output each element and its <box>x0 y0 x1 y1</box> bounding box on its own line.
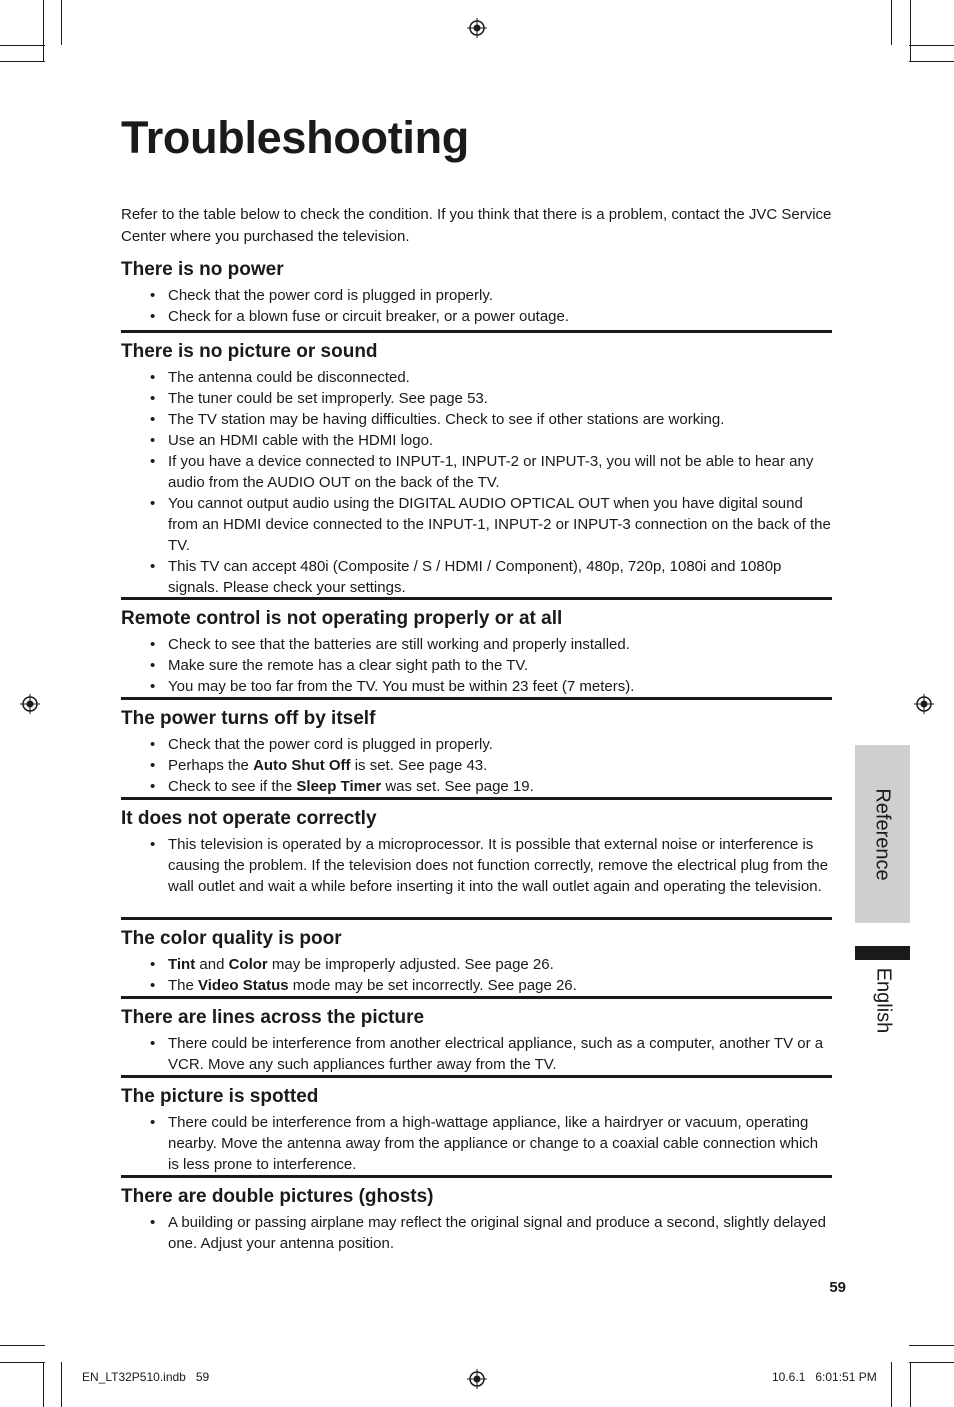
section-color-quality <box>121 917 832 996</box>
section-divider <box>121 330 832 333</box>
list-item <box>121 734 832 755</box>
crop-mark <box>909 1362 954 1363</box>
bullet-icon: • <box>150 778 156 795</box>
item-text: There could be interference from a high-wattage appliance, like a hairdryer or vacuum, operating nearby. Move the antenna away from the appliance or change to a coaxial cable connection which is less prone to interference. <box>168 1114 819 1173</box>
side-tab-language-label: English <box>872 967 895 1033</box>
section-divider <box>121 917 832 920</box>
list-item <box>121 676 832 697</box>
side-tab-language-label-wrap <box>855 960 910 1040</box>
section-heading: It does not operate correctly <box>121 808 377 829</box>
section-list <box>121 367 832 598</box>
emphasized-term: Tint <box>168 956 196 973</box>
bullet-icon: • <box>150 1114 156 1131</box>
bullet-icon: • <box>150 495 156 512</box>
item-text: This TV can accept 480i (Composite / S / HDMI / Component), 480p, 720p, 1080i and 1080p signals. Please check your settings. <box>168 558 782 596</box>
section-picture-spotted <box>121 1075 832 1175</box>
list-item <box>121 493 832 556</box>
item-text: is set. See page 43. <box>350 757 488 774</box>
crop-mark <box>43 1362 44 1407</box>
section-heading: Remote control is not operating properly or at all <box>121 608 563 629</box>
section-list <box>121 285 832 327</box>
item-text: The <box>168 977 199 994</box>
item-text: A building or passing airplane may reflect the original signal and produce a second, slightly delayed one. Adjust your antenna position. <box>168 1214 826 1252</box>
list-item <box>121 1033 832 1075</box>
item-text: may be improperly adjusted. See page 26. <box>267 956 554 973</box>
section-heading: The picture is spotted <box>121 1086 319 1107</box>
side-tab-language-bar <box>855 946 910 960</box>
crop-mark <box>0 1345 45 1346</box>
bullet-icon: • <box>150 390 156 407</box>
item-text: Check for a blown fuse or circuit breaker, or a power outage. <box>168 308 570 325</box>
item-text: This television is operated by a microprocessor. It is possible that external noise or interference is causing the problem. If the television does not function correctly, remove the electrical plug from the wall outlet and wait a while before inserting it into the wall outlet again and operating the television. <box>168 836 829 895</box>
section-divider <box>121 797 832 800</box>
item-text: Make sure the remote has a clear sight path to the TV. <box>168 657 529 674</box>
bullet-icon: • <box>150 558 156 575</box>
section-heading: There is no power <box>121 259 284 280</box>
section-heading: There are double pictures (ghosts) <box>121 1186 434 1207</box>
section-not-operate-correctly <box>121 797 832 897</box>
section-no-power <box>121 257 832 327</box>
section-heading: The power turns off by itself <box>121 708 376 729</box>
bullet-icon: • <box>150 956 156 973</box>
crop-mark <box>0 45 45 46</box>
item-text: Check to see if the <box>168 778 297 795</box>
item-text: The antenna could be disconnected. <box>168 369 410 386</box>
list-item <box>121 655 832 676</box>
crop-mark <box>0 1362 45 1363</box>
crop-mark <box>910 0 911 62</box>
bullet-icon: • <box>150 1035 156 1052</box>
bullet-icon: • <box>150 1214 156 1231</box>
bullet-icon: • <box>150 657 156 674</box>
section-heading: There is no picture or sound <box>121 341 378 362</box>
list-item <box>121 755 832 776</box>
item-text: Check to see that the batteries are still working and properly installed. <box>168 636 630 653</box>
section-list <box>121 834 832 897</box>
registration-mark-icon <box>914 694 934 714</box>
section-divider <box>121 597 832 600</box>
item-text: and <box>195 956 229 973</box>
bullet-icon: • <box>150 369 156 386</box>
item-text: You may be too far from the TV. You must be within 23 feet (7 meters). <box>168 678 635 695</box>
crop-mark <box>61 1362 62 1407</box>
item-text: was set. See page 19. <box>381 778 534 795</box>
list-item <box>121 634 832 655</box>
list-item <box>121 451 832 493</box>
footer-timestamp: 10.6.1 6:01:51 PM <box>772 1370 877 1384</box>
section-list <box>121 1033 832 1075</box>
section-list <box>121 734 832 797</box>
side-tab-reference-label: Reference <box>872 787 894 881</box>
side-tab-reference-label-wrap <box>855 745 910 923</box>
footer-file-name: EN_LT32P510.indb 59 <box>82 1370 210 1384</box>
page-number: 59 <box>829 1279 846 1296</box>
section-remote-control <box>121 597 832 697</box>
list-item <box>121 834 832 897</box>
registration-mark-icon <box>20 694 40 714</box>
list-item <box>121 954 832 975</box>
bullet-icon: • <box>150 736 156 753</box>
crop-mark <box>909 45 954 46</box>
crop-mark <box>891 1362 892 1407</box>
section-divider <box>121 697 832 700</box>
list-item <box>121 306 832 327</box>
bullet-icon: • <box>150 757 156 774</box>
item-text: The TV station may be having difficulties. Check to see if other stations are working. <box>168 411 725 428</box>
section-heading: The color quality is poor <box>121 928 342 949</box>
list-item <box>121 1212 832 1254</box>
list-item <box>121 388 832 409</box>
emphasized-term: Sleep Timer <box>296 778 382 795</box>
section-power-turns-off <box>121 697 832 797</box>
emphasized-term: Auto Shut Off <box>253 757 351 774</box>
crop-mark <box>910 1362 911 1407</box>
list-item <box>121 285 832 306</box>
emphasized-term: Color <box>228 956 268 973</box>
bullet-icon: • <box>150 836 156 853</box>
registration-mark-icon <box>467 18 487 38</box>
section-divider <box>121 996 832 999</box>
section-list <box>121 1112 832 1175</box>
item-text: If you have a device connected to INPUT-1, INPUT-2 or INPUT-3, you will not be able to hear any audio from the AUDIO OUT on the back of the TV. <box>168 453 814 491</box>
section-list <box>121 1212 832 1254</box>
crop-mark <box>61 0 62 45</box>
bullet-icon: • <box>150 411 156 428</box>
list-item <box>121 409 832 430</box>
item-text: Check that the power cord is plugged in properly. <box>168 287 493 304</box>
section-heading: There are lines across the picture <box>121 1007 425 1028</box>
bullet-icon: • <box>150 453 156 470</box>
item-text: There could be interference from another electrical appliance, such as a computer, another TV or a VCR. Move any such appliances further away from the TV. <box>168 1035 824 1073</box>
item-text: The tuner could be set improperly. See page 53. <box>168 390 488 407</box>
crop-mark <box>43 0 44 62</box>
section-double-pictures <box>121 1175 832 1254</box>
section-lines-across-picture <box>121 996 832 1075</box>
crop-mark <box>909 1345 954 1346</box>
list-item <box>121 367 832 388</box>
section-no-picture-or-sound <box>121 330 832 598</box>
bullet-icon: • <box>150 308 156 325</box>
item-text: Check that the power cord is plugged in properly. <box>168 736 493 753</box>
list-item <box>121 556 832 598</box>
bullet-icon: • <box>150 287 156 304</box>
item-text: Use an HDMI cable with the HDMI logo. <box>168 432 434 449</box>
crop-mark <box>909 61 954 62</box>
crop-mark <box>891 0 892 45</box>
bullet-icon: • <box>150 432 156 449</box>
bullet-icon: • <box>150 636 156 653</box>
bullet-icon: • <box>150 977 156 994</box>
crop-mark <box>0 61 45 62</box>
item-text: Perhaps the <box>168 757 254 774</box>
page-title: Troubleshooting <box>121 112 469 163</box>
list-item <box>121 975 832 996</box>
item-text: mode may be set incorrectly. See page 26. <box>288 977 577 994</box>
list-item <box>121 776 832 797</box>
list-item <box>121 1112 832 1175</box>
item-text: You cannot output audio using the DIGITAL AUDIO OPTICAL OUT when you have digital sound from an HDMI device connected to the INPUT-1, INPUT-2 or INPUT-3 connection on the back of the TV. <box>168 495 831 554</box>
section-divider <box>121 1175 832 1178</box>
intro-text: Refer to the table below to check the condition. If you think that there is a problem, contact the JVC Service Center where you purchased the television. <box>121 206 832 245</box>
registration-mark-icon <box>467 1369 487 1389</box>
section-divider <box>121 1075 832 1078</box>
list-item <box>121 430 832 451</box>
section-list <box>121 634 832 697</box>
section-list <box>121 954 832 996</box>
emphasized-term: Video Status <box>198 977 289 994</box>
bullet-icon: • <box>150 678 156 695</box>
